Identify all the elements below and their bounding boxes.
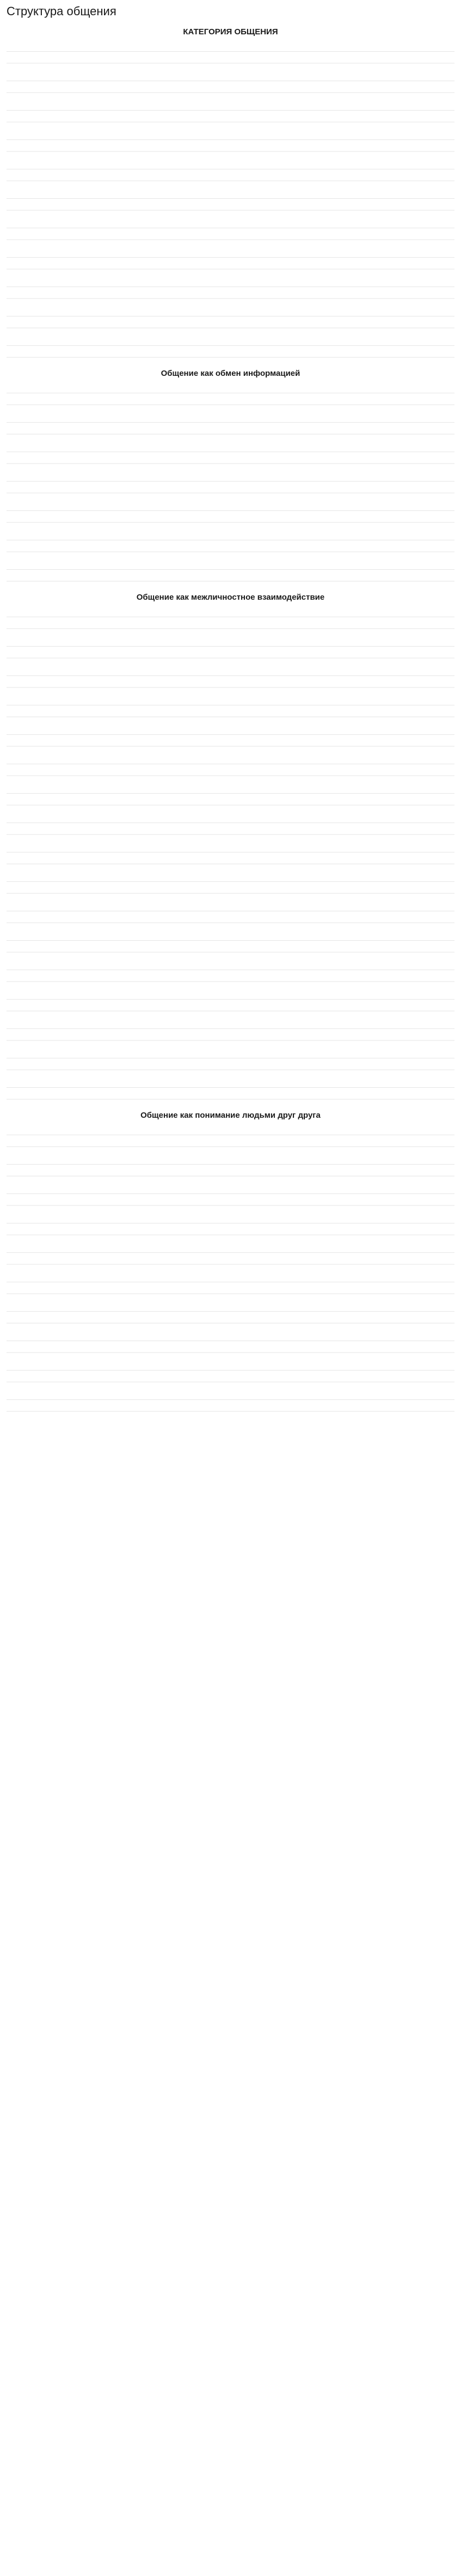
paragraph	[7, 696, 454, 720]
paragraph	[7, 1361, 454, 1385]
paragraph	[7, 960, 454, 984]
paragraph	[7, 160, 454, 184]
paragraph	[7, 1214, 454, 1238]
paragraph	[7, 1302, 454, 1326]
paragraph	[7, 872, 454, 896]
paragraph	[7, 71, 454, 95]
paragraph	[7, 42, 454, 66]
paragraph	[7, 1390, 454, 1414]
paragraph	[7, 843, 454, 867]
paragraph	[7, 101, 454, 125]
paragraph	[7, 472, 454, 496]
paragraph	[7, 277, 454, 301]
paragraph	[7, 637, 454, 661]
paragraph	[7, 725, 454, 749]
paragraph	[7, 607, 454, 631]
paragraph	[7, 383, 454, 407]
paragraph	[7, 1019, 454, 1043]
paragraph	[7, 1078, 454, 1102]
paragraph	[7, 902, 454, 925]
paragraph	[7, 218, 454, 242]
section-heading: Общение как понимание людьми друг друга	[140, 1111, 321, 1120]
paragraph	[7, 1272, 454, 1296]
paragraph	[7, 1155, 454, 1179]
paragraph	[7, 248, 454, 272]
paragraph	[7, 501, 454, 525]
paragraph	[7, 784, 454, 808]
paragraph	[7, 931, 454, 955]
paragraph	[7, 1243, 454, 1267]
paragraph	[7, 813, 454, 837]
paragraph	[7, 560, 454, 584]
paragraph	[7, 1184, 454, 1208]
paragraph	[7, 130, 454, 154]
paragraph	[7, 189, 454, 213]
paragraph	[7, 307, 454, 331]
section-heading: Общение как обмен информацией	[161, 369, 300, 378]
paragraph	[7, 990, 454, 1014]
paragraph	[7, 1331, 454, 1355]
paragraph	[7, 442, 454, 466]
paragraph	[7, 413, 454, 437]
document-body	[7, 27, 454, 1414]
paragraph	[7, 754, 454, 778]
page-title: Структура общения	[7, 4, 116, 18]
paragraph	[7, 666, 454, 690]
paragraph	[7, 1049, 454, 1073]
section-heading: КАТЕГОРИЯ ОБЩЕНИЯ	[183, 27, 278, 36]
section-heading: Общение как межличностное взаимодействие	[136, 593, 325, 602]
paragraph	[7, 531, 454, 555]
paragraph	[7, 1125, 454, 1149]
paragraph	[7, 336, 454, 360]
